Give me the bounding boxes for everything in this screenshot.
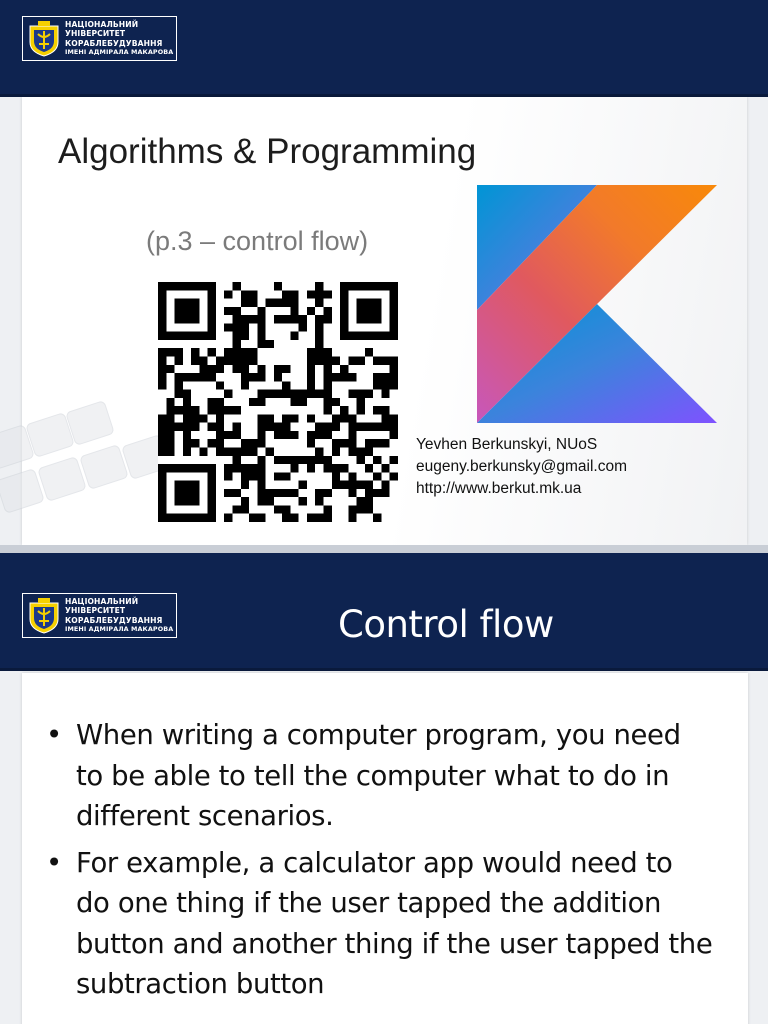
bullet-item: [44, 715, 714, 837]
university-name: НАЦІОНАЛЬНИЙ УНІВЕРСИТЕТ КОРАБЛЕБУДУВАННЯ ІМЕНІ АДМІРАЛА МАКАРОВА: [65, 597, 174, 634]
slide-title: Control flow: [338, 603, 554, 646]
qr-code: [158, 282, 398, 522]
author-info: [416, 434, 627, 500]
bullet-marker: •: [46, 846, 62, 879]
bullet-marker: •: [46, 719, 62, 751]
header-bar: [0, 0, 768, 97]
bullet-item: [44, 843, 714, 1005]
slide-separator: [0, 545, 768, 553]
bullet-text: For example, a calculator app would need to do one thing if the user tapped the addition button and another thing if the user tapped the subtraction button: [76, 846, 713, 1000]
bullet-text: When writing a computer program, you need to be able to tell the computer what to do in different scenarios.: [76, 719, 681, 832]
author-website[interactable]: http://www.berkut.mk.ua: [416, 480, 582, 497]
university-logo: [22, 593, 177, 638]
kotlin-logo-icon: [477, 185, 717, 423]
university-crest-icon: [27, 597, 61, 634]
keyboard-background-image: [0, 400, 180, 540]
author-email[interactable]: eugeny.berkunsky@gmail.com: [416, 458, 628, 475]
university-crest-icon: [27, 20, 61, 57]
author-name: Yevhen Berkunskyi, NUoS: [416, 436, 598, 453]
presentation-subtitle: (p.3 – control flow): [146, 226, 369, 256]
bullet-list: [44, 715, 714, 1011]
university-logo: [22, 16, 177, 61]
university-name: НАЦІОНАЛЬНИЙ УНІВЕРСИТЕТ КОРАБЛЕБУДУВАННЯ ІМЕНІ АДМІРАЛА МАКАРОВА: [65, 20, 174, 57]
presentation-title: Algorithms & Programming: [58, 132, 477, 171]
